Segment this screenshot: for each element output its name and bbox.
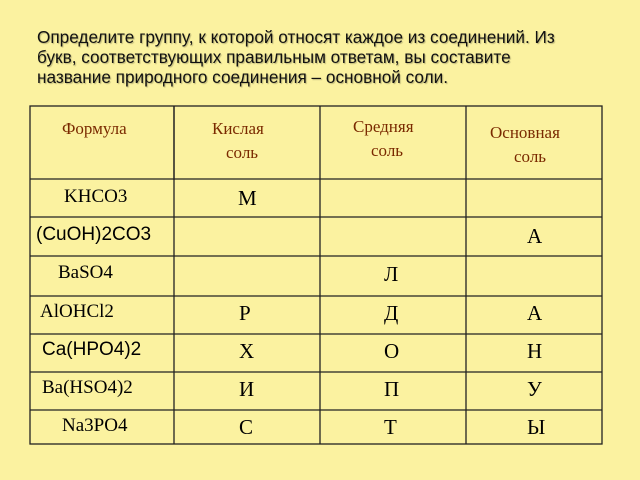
middle-letter-row-5: О (384, 339, 400, 363)
acid-letter-row-6: И (239, 377, 255, 401)
basic-letter-row-5: Н (527, 339, 543, 363)
task-text-line-2: букв, соответствующих правильным ответам, вы составите (37, 47, 511, 67)
header-basic-salt-line-1: Основная (490, 123, 560, 142)
header-middle-salt-line-2: соль (371, 141, 404, 160)
acid-letter-row-4: Р (239, 301, 251, 325)
basic-letter-row-2: А (527, 224, 543, 248)
formula-row-3: BaSO4 (58, 262, 113, 283)
acid-letter-row-5: Х (239, 339, 255, 363)
header-middle-salt-line-1: Средняя (353, 117, 414, 136)
header-acid-salt-line-1: Кислая (212, 119, 264, 138)
formula-row-1: KHCO3 (64, 186, 128, 207)
formula-row-5: Ca(HPO4)2 (42, 339, 142, 360)
basic-letter-row-7: Ы (527, 415, 546, 439)
middle-letter-row-3: Л (384, 262, 399, 286)
acid-letter-row-7: С (239, 415, 254, 439)
header-acid-salt-line-2: соль (226, 143, 259, 162)
basic-letter-row-6: У (527, 377, 542, 401)
task-text-line-3: название природного соединения – основной соли. (37, 67, 449, 87)
formula-row-2: (CuOH)2CO3 (36, 224, 152, 245)
basic-letter-row-4: А (527, 301, 543, 325)
formula-row-6: Ba(HSO4)2 (42, 377, 133, 398)
task-text-line-1: Определите группу, к которой относят каждое из соединений. Из (37, 27, 555, 47)
acid-letter-row-1: М (238, 186, 257, 210)
header-formula: Формула (62, 119, 127, 138)
middle-letter-row-6: П (384, 377, 400, 401)
middle-letter-row-4: Д (384, 301, 399, 325)
formula-row-4: AlOHCl2 (40, 301, 114, 322)
formula-row-7: Na3PO4 (62, 415, 128, 436)
middle-letter-row-7: Т (384, 415, 397, 439)
header-basic-salt-line-2: соль (514, 147, 547, 166)
